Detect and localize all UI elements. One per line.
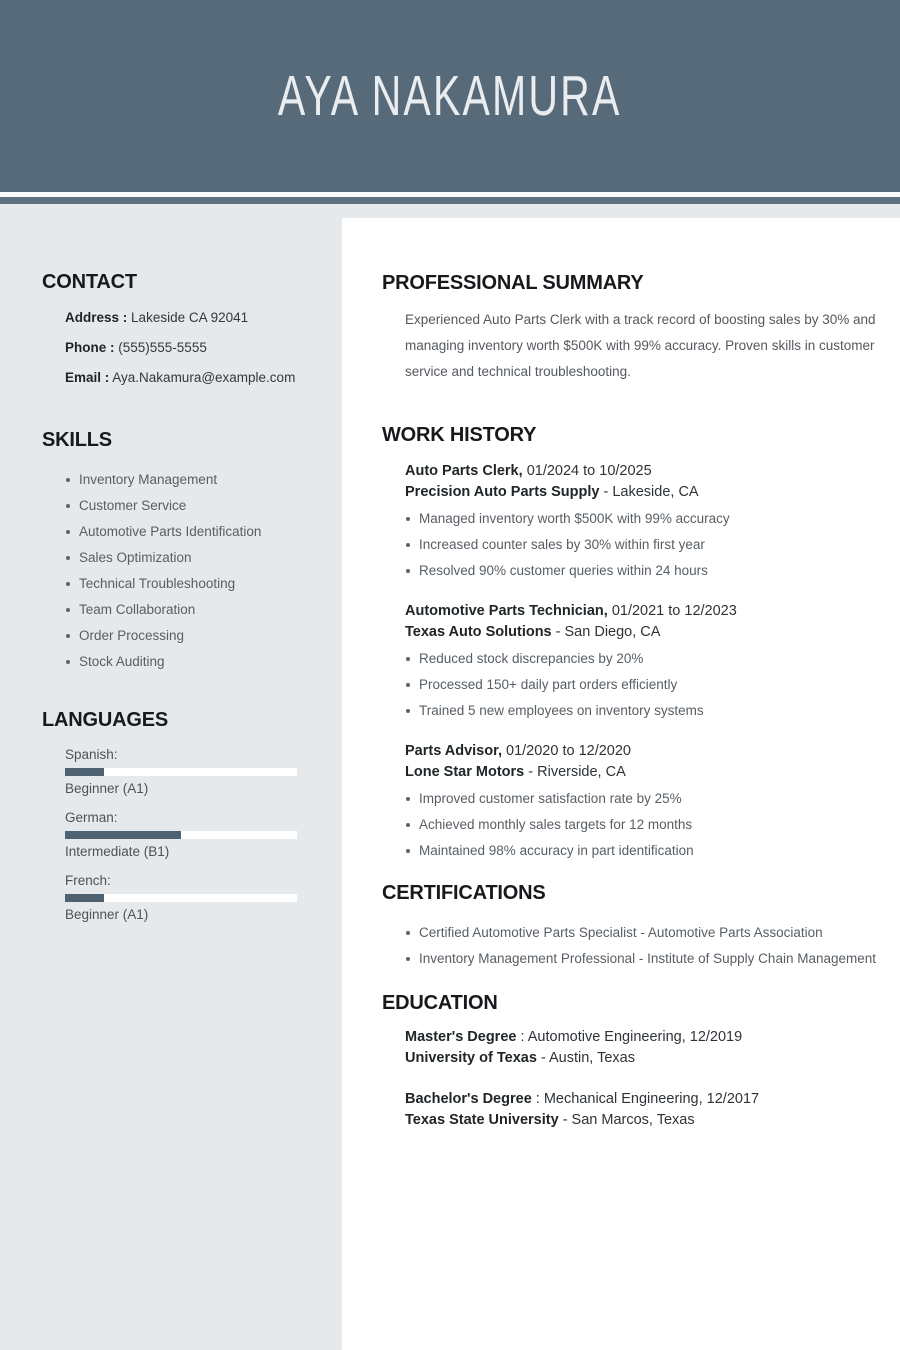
summary-heading: PROFESSIONAL SUMMARY xyxy=(382,272,644,294)
job-entry xyxy=(405,741,880,859)
language-name: French: xyxy=(65,873,111,888)
content-columns xyxy=(0,204,900,1350)
skill-item xyxy=(66,472,320,488)
skill-item xyxy=(66,524,320,540)
skills-section xyxy=(42,428,320,670)
job-location: - Lakeside, CA xyxy=(603,484,699,500)
job-location: - Riverside, CA xyxy=(528,764,626,780)
language-name: German: xyxy=(65,810,118,825)
job-title: Parts Advisor, xyxy=(405,743,502,759)
contact-value: Lakeside CA 92041 xyxy=(131,310,249,325)
job-bullet xyxy=(406,511,880,527)
bullet-icon xyxy=(66,504,70,508)
job-bullet-text: Resolved 90% customer queries within 24 hours xyxy=(419,563,708,578)
job-bullet-list xyxy=(406,651,880,719)
job-entry xyxy=(405,601,880,719)
job-company-line xyxy=(405,762,880,783)
language-item-spanish xyxy=(65,747,320,797)
school-line xyxy=(405,1110,880,1131)
certification-item xyxy=(406,925,880,941)
bullet-icon xyxy=(66,660,70,664)
job-bullet-text: Managed inventory worth $500K with 99% accuracy xyxy=(419,511,730,526)
skill-label: Order Processing xyxy=(79,628,185,643)
job-bullet xyxy=(406,703,880,719)
certifications-heading: CERTIFICATIONS xyxy=(382,882,546,904)
bullet-icon xyxy=(66,608,70,612)
job-bullet-text: Processed 150+ daily part orders efficiently xyxy=(419,677,678,692)
job-location: - San Diego, CA xyxy=(555,624,661,640)
header-divider-dark xyxy=(0,197,900,204)
job-company: Lone Star Motors xyxy=(405,764,525,780)
job-bullet-text: Improved customer satisfaction rate by 25% xyxy=(419,791,682,806)
job-bullet-text: Maintained 98% accuracy in part identification xyxy=(419,843,694,858)
school-location: - San Marcos, Texas xyxy=(562,1112,695,1128)
education-section xyxy=(382,991,880,1131)
skill-item xyxy=(66,628,320,644)
language-level: Intermediate (B1) xyxy=(65,844,170,859)
skill-label: Inventory Management xyxy=(79,472,218,487)
job-company: Texas Auto Solutions xyxy=(405,624,552,640)
language-progress-track xyxy=(65,894,297,902)
job-title-line xyxy=(405,601,880,622)
skill-item xyxy=(66,602,320,618)
job-entry xyxy=(405,461,880,579)
skill-label: Technical Troubleshooting xyxy=(79,576,236,591)
bullet-icon xyxy=(406,957,410,961)
bullet-icon xyxy=(406,849,410,853)
job-title: Automotive Parts Technician, xyxy=(405,603,608,619)
skill-item xyxy=(66,654,320,670)
contact-heading: CONTACT xyxy=(42,271,137,293)
sidebar xyxy=(0,204,342,1350)
main-column xyxy=(342,204,900,1350)
job-bullet-text: Achieved monthly sales targets for 12 months xyxy=(419,817,693,832)
certifications-section xyxy=(382,881,880,967)
school-line xyxy=(405,1048,880,1069)
bullet-icon xyxy=(406,683,410,687)
contact-label: Address : xyxy=(65,310,128,325)
summary-text: Experienced Auto Parts Clerk with a track record of boosting sales by 30% and managing inventory worth $500K with 99% accuracy. Proven skills in customer service and technical troubleshooting. xyxy=(405,312,876,379)
degree-line xyxy=(405,1089,880,1110)
contact-label: Phone : xyxy=(65,340,115,355)
bullet-icon xyxy=(406,657,410,661)
skill-label: Team Collaboration xyxy=(79,602,196,617)
job-bullet-text: Reduced stock discrepancies by 20% xyxy=(419,651,644,666)
language-progress-fill xyxy=(65,831,181,839)
skills-heading: SKILLS xyxy=(42,429,112,451)
bullet-icon xyxy=(406,797,410,801)
degree-line xyxy=(405,1027,880,1048)
languages-list xyxy=(65,747,320,923)
languages-heading: LANGUAGES xyxy=(42,709,168,731)
degree-detail: : Automotive Engineering, 12/2019 xyxy=(520,1029,743,1045)
job-title: Auto Parts Clerk, xyxy=(405,463,523,479)
contact-section xyxy=(42,270,320,388)
contact-value: (555)555-5555 xyxy=(118,340,207,355)
skill-label: Customer Service xyxy=(79,498,187,513)
education-entry xyxy=(405,1027,880,1069)
summary-section xyxy=(382,271,880,385)
job-title-line xyxy=(405,461,880,482)
certification-text: Certified Automotive Parts Specialist - Automotive Parts Association xyxy=(419,925,823,940)
contact-value: Aya.Nakamura@example.com xyxy=(112,370,296,385)
job-bullet-text: Increased counter sales by 30% within first year xyxy=(419,537,705,552)
skill-item xyxy=(66,550,320,566)
bullet-icon xyxy=(406,543,410,547)
job-company-line xyxy=(405,622,880,643)
skill-label: Stock Auditing xyxy=(79,654,165,669)
bullet-icon xyxy=(406,709,410,713)
certification-item xyxy=(406,951,880,967)
degree-detail: : Mechanical Engineering, 12/2017 xyxy=(535,1091,760,1107)
education-heading: EDUCATION xyxy=(382,992,498,1014)
contact-row-address xyxy=(65,308,320,328)
skill-item xyxy=(66,576,320,592)
school-name: University of Texas xyxy=(405,1050,537,1066)
bullet-icon xyxy=(406,517,410,521)
work-history-section xyxy=(382,423,880,859)
language-item-french xyxy=(65,873,320,923)
work-history-heading: WORK HISTORY xyxy=(382,424,537,446)
school-name: Texas State University xyxy=(405,1112,559,1128)
job-bullet-list xyxy=(406,791,880,859)
skill-label: Automotive Parts Identification xyxy=(79,524,262,539)
bullet-icon xyxy=(66,634,70,638)
skill-item xyxy=(66,498,320,514)
certification-text: Inventory Management Professional - Institute of Supply Chain Management xyxy=(419,951,877,966)
job-bullet xyxy=(406,791,880,807)
language-level: Beginner (A1) xyxy=(65,907,149,922)
job-bullet xyxy=(406,563,880,579)
skill-label: Sales Optimization xyxy=(79,550,192,565)
contact-label: Email : xyxy=(65,370,110,385)
header-banner xyxy=(0,0,900,192)
job-dates: 01/2021 to 12/2023 xyxy=(611,603,737,619)
bullet-icon xyxy=(66,582,70,586)
contact-row-email xyxy=(65,368,320,388)
job-dates: 01/2020 to 12/2020 xyxy=(506,743,631,759)
bullet-icon xyxy=(66,530,70,534)
job-bullet xyxy=(406,843,880,859)
job-bullet xyxy=(406,537,880,553)
candidate-name: AYA NAKAMURA xyxy=(278,64,622,128)
job-title-line xyxy=(405,741,880,762)
school-location: - Austin, Texas xyxy=(540,1050,635,1066)
education-entry xyxy=(405,1089,880,1131)
job-dates: 01/2024 to 10/2025 xyxy=(526,463,652,479)
job-company: Precision Auto Parts Supply xyxy=(405,484,600,500)
job-bullet xyxy=(406,817,880,833)
job-bullet xyxy=(406,651,880,667)
bullet-icon xyxy=(66,556,70,560)
skills-list xyxy=(66,472,320,670)
job-company-line xyxy=(405,482,880,503)
bullet-icon xyxy=(406,931,410,935)
contact-list xyxy=(65,308,320,388)
degree-name: Master's Degree xyxy=(405,1029,517,1045)
contact-row-phone xyxy=(65,338,320,358)
bullet-icon xyxy=(406,569,410,573)
language-level: Beginner (A1) xyxy=(65,781,149,796)
job-bullet-list xyxy=(406,511,880,579)
certifications-list xyxy=(406,925,880,967)
languages-section xyxy=(42,708,320,923)
main-panel xyxy=(342,218,900,1350)
bullet-icon xyxy=(66,478,70,482)
job-bullet-text: Trained 5 new employees on inventory systems xyxy=(419,703,704,718)
degree-name: Bachelor's Degree xyxy=(405,1091,532,1107)
language-progress-track xyxy=(65,831,297,839)
language-progress-track xyxy=(65,768,297,776)
bullet-icon xyxy=(406,823,410,827)
language-progress-fill xyxy=(65,768,104,776)
language-name: Spanish: xyxy=(65,747,118,762)
language-progress-fill xyxy=(65,894,104,902)
language-item-german xyxy=(65,810,320,860)
job-bullet xyxy=(406,677,880,693)
